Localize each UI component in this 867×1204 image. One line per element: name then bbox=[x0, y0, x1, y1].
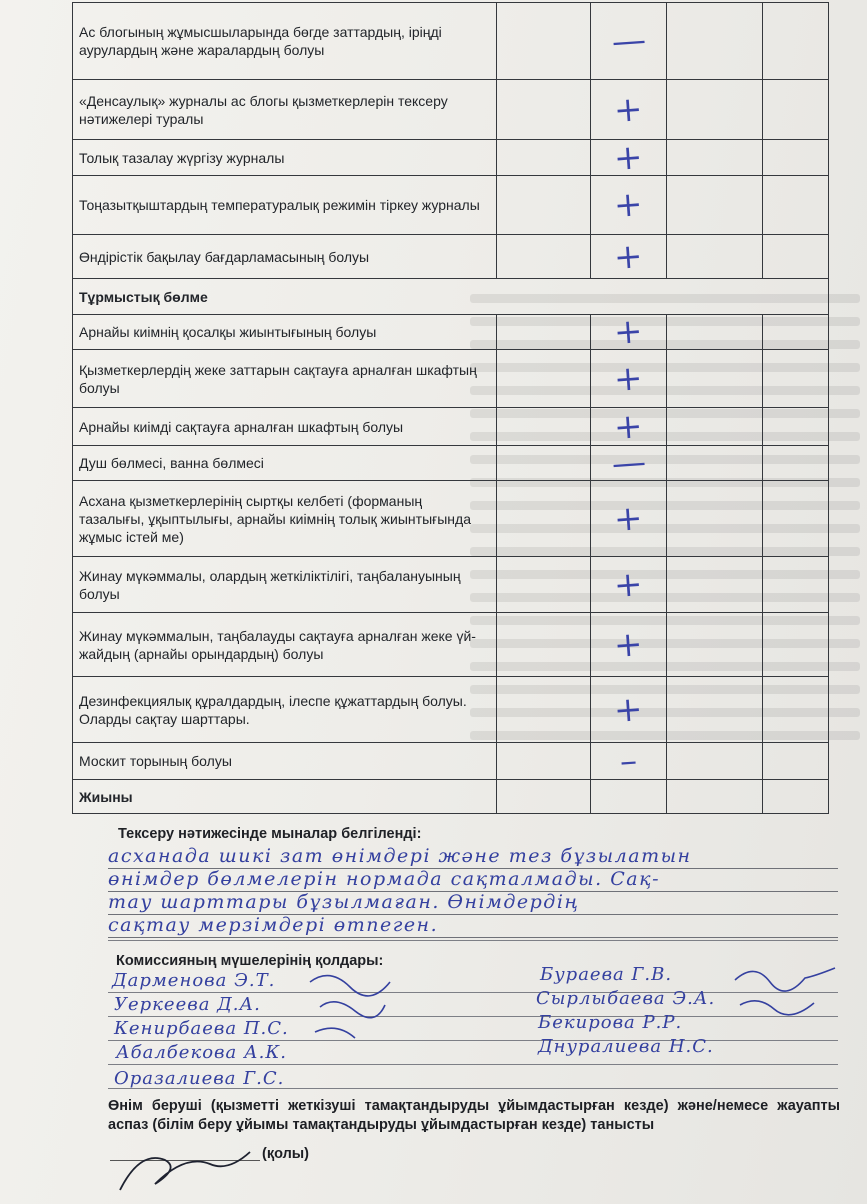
mark-minus: — bbox=[610, 441, 647, 485]
mark-minus: – bbox=[618, 740, 639, 782]
mark-plus: + bbox=[612, 184, 645, 226]
findings-line: сақтау мерзімдері өтпеген. bbox=[108, 914, 838, 938]
ruled-line bbox=[108, 940, 838, 941]
commission-member: Уеркеева Д.А. bbox=[114, 994, 261, 1015]
mark-plus: + bbox=[612, 688, 645, 731]
commission-member: Оразалиева Г.С. bbox=[114, 1068, 285, 1089]
inspection-table bbox=[72, 2, 829, 814]
row-text: Москит торының болуы bbox=[73, 743, 497, 780]
table-row bbox=[73, 446, 829, 481]
findings-line: асханада шикі зат өнімдері және тез бұзылатын bbox=[108, 845, 838, 869]
table-section-row bbox=[73, 780, 829, 814]
table-row bbox=[73, 315, 829, 350]
mark-plus: + bbox=[612, 497, 645, 540]
commission-member: Дарменова Э.Т. bbox=[112, 970, 276, 991]
row-text: Тоңазытқыштардың температуралық режимін тіркеу журналы bbox=[73, 176, 497, 235]
findings-line: өнімдер бөлмелерін нормада сақталмады. Сақ- bbox=[108, 868, 838, 892]
table-row bbox=[73, 613, 829, 677]
row-text: Ас блогының жұмысшыларында бөгде заттардың, іріңді аурулардың және жаралардың болуы bbox=[73, 3, 497, 80]
row-text: Дезинфекциялық құралдардың, ілеспе құжаттардың болуы. Оларды сақтау шарттары. bbox=[73, 677, 497, 743]
signature-scribble bbox=[112, 1140, 262, 1202]
row-text: Толық тазалау жүргізу журналы bbox=[73, 140, 497, 176]
table-row bbox=[73, 677, 829, 743]
signature-scribble bbox=[730, 960, 850, 1040]
commission-member: Абалбекова А.К. bbox=[116, 1042, 287, 1063]
mark-plus: + bbox=[612, 563, 645, 606]
section-heading: Жиыны bbox=[73, 780, 497, 814]
row-text: Арнайы киімді сақтауға арналған шкафтың болуы bbox=[73, 408, 497, 446]
row-text: Қызметкерлердің жеке заттарын сақтауға арналған шкафтың болуы bbox=[73, 350, 497, 408]
table-row bbox=[73, 3, 829, 80]
findings-line: тау шарттары бұзылмаған. Өнімдердің bbox=[108, 891, 838, 915]
mark-plus: + bbox=[612, 235, 645, 278]
signature-scribble bbox=[300, 962, 440, 1072]
row-text: Жинау мүкәммалын, таңбалауды сақтауға арналған жеке үй-жайдың (арнайы орындардың) болуы bbox=[73, 613, 497, 677]
table-row bbox=[73, 481, 829, 557]
mark-plus: + bbox=[612, 623, 645, 666]
row-text: Асхана қызметкерлерінің сыртқы келбеті (форманың тазалығы, ұқыптылығы, арнайы киімнің толық жиынтығында жұмыс істей ме) bbox=[73, 481, 497, 557]
table-row bbox=[73, 350, 829, 408]
table-row bbox=[73, 743, 829, 780]
row-text: Душ бөлмесі, ванна бөлмесі bbox=[73, 446, 497, 481]
mark-plus: + bbox=[612, 357, 645, 400]
mark-minus: — bbox=[610, 19, 647, 63]
row-text: Арнайы киімнің қосалқы жиынтығының болуы bbox=[73, 315, 497, 350]
mark-plus: + bbox=[612, 88, 645, 131]
mark-plus: + bbox=[612, 136, 645, 179]
ruled-line bbox=[108, 1040, 838, 1041]
row-text: «Денсаулық» журналы ас блогы қызметкерлерін тексеру нәтижелері туралы bbox=[73, 80, 497, 140]
table-row bbox=[73, 235, 829, 279]
table-row bbox=[73, 557, 829, 613]
commission-label: Комиссияның мүшелерінің қолдары: bbox=[116, 953, 384, 969]
ruled-line bbox=[108, 1064, 838, 1065]
table-row bbox=[73, 80, 829, 140]
section-heading: Тұрмыстық бөлме bbox=[73, 279, 829, 315]
table-section-row bbox=[73, 279, 829, 315]
mark-plus: + bbox=[612, 405, 645, 448]
findings-label: Тексеру нәтижесінде мыналар белгіленді: bbox=[118, 826, 422, 842]
commission-member: Кенирбаева П.С. bbox=[114, 1018, 289, 1039]
acknowledgement-text: Өнім беруші (қызметті жеткізуші тамақтандыруды ұйымдастырған кезде) және/немесе жауапты аспаз (білім беру ұйымы тамақтандыруды ұйымдастырған кезде) танысты bbox=[108, 1098, 840, 1133]
commission-member: Бекирова Р.Р. bbox=[538, 1012, 683, 1033]
signature-label: (қолы) bbox=[262, 1146, 310, 1162]
commission-member: Сырлыбаева Э.А. bbox=[536, 988, 716, 1009]
ruled-line bbox=[108, 992, 838, 993]
row-text: Өндірістік бақылау бағдарламасының болуы bbox=[73, 235, 497, 279]
row-text: Жинау мүкәммалы, олардың жеткіліктілігі, таңбалануының болуы bbox=[73, 557, 497, 613]
table-row bbox=[73, 140, 829, 176]
ruled-line bbox=[108, 1016, 838, 1017]
commission-member: Бураева Г.В. bbox=[540, 964, 673, 985]
table-row bbox=[73, 408, 829, 446]
table-row bbox=[73, 176, 829, 235]
commission-member: Днуралиева Н.С. bbox=[538, 1036, 714, 1057]
mark-plus: + bbox=[612, 311, 645, 353]
